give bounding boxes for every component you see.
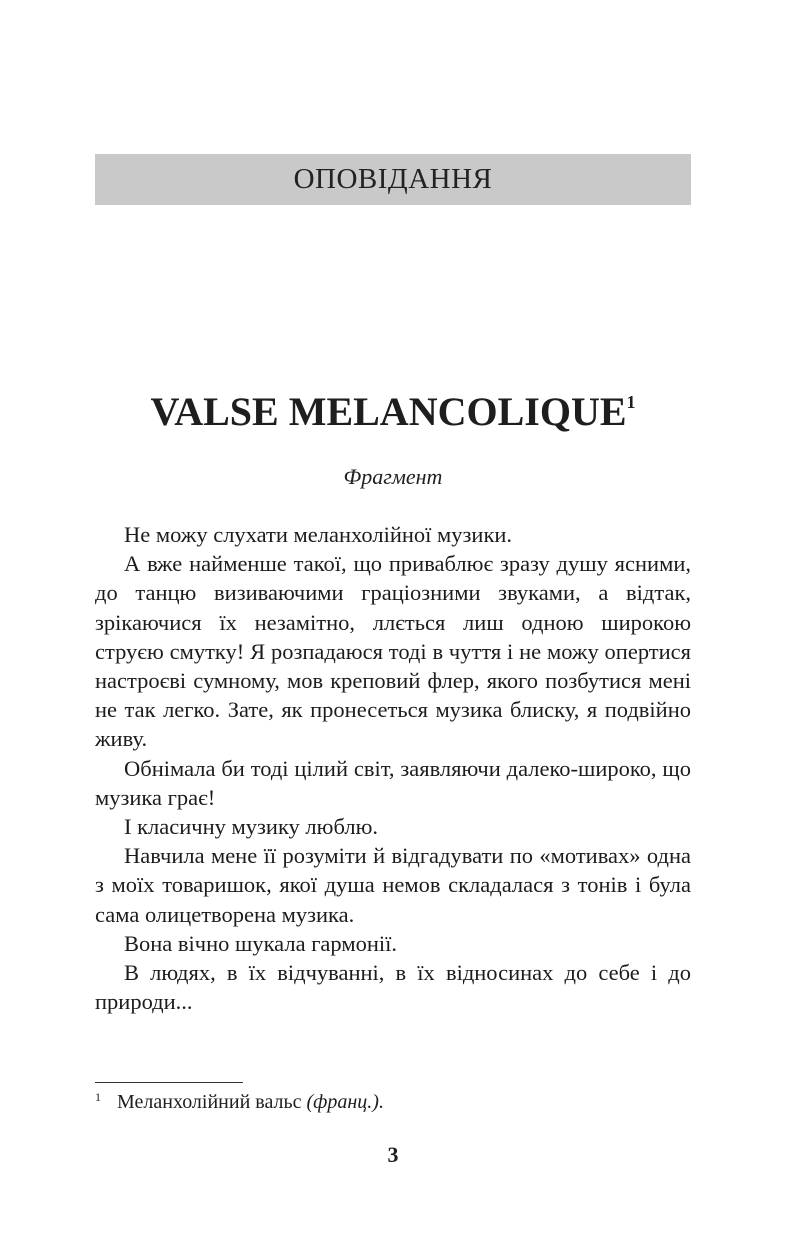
paragraph: І класичну музику люблю. [124, 814, 379, 840]
footnote-language-note: (франц.). [306, 1091, 384, 1113]
page-number: 3 [387, 1142, 399, 1167]
footnote-text: Меланхолійний вальс [117, 1091, 302, 1113]
paragraph: В людях, в їх відчуванні, в їх відносинах до себе і до природи... [95, 960, 691, 1015]
paragraph: Не можу слухати меланхолійної музики. [124, 522, 513, 547]
paragraph: А вже найменше такої, що приваблює зразу душу ясними, до танцю визиваючими граціозними звуками, а відтак, зрікаючися їх незамітно, ллється лиш одною широкою струєю смутку! Я розпадаюся тоді в чуття і не можу опертися настроєві сумному, мов креповий флер, якого позбутися мені не так легко. Зате, як пронесеться музика блиску, я подвійно живу. [95, 551, 691, 752]
story-body [95, 520, 691, 1016]
story-title-text: VALSE MELANCOLIQUE [150, 389, 627, 434]
story-subtitle: Фрагмент [343, 464, 443, 489]
paragraph: Вона вічно шукала гармонії. [124, 930, 397, 956]
section-heading: ОПОВІДАННЯ [293, 163, 493, 195]
footnote [95, 1090, 691, 1114]
section-banner [95, 154, 691, 205]
footnote-divider [95, 1082, 243, 1083]
paragraph: Навчила мене її розуміти й відгадувати по «мотивах» одна з моїх товаришок, якої душа немов складалася з тонів і була сама олицетворена музика. [95, 843, 691, 927]
story-title [95, 388, 691, 435]
paragraph: Обнімала би тоді цілий світ, заявляючи далеко-широко, що музика грає! [95, 755, 691, 810]
title-footnote-mark[interactable]: 1 [626, 392, 636, 412]
footnote-mark: 1 [95, 1090, 101, 1104]
